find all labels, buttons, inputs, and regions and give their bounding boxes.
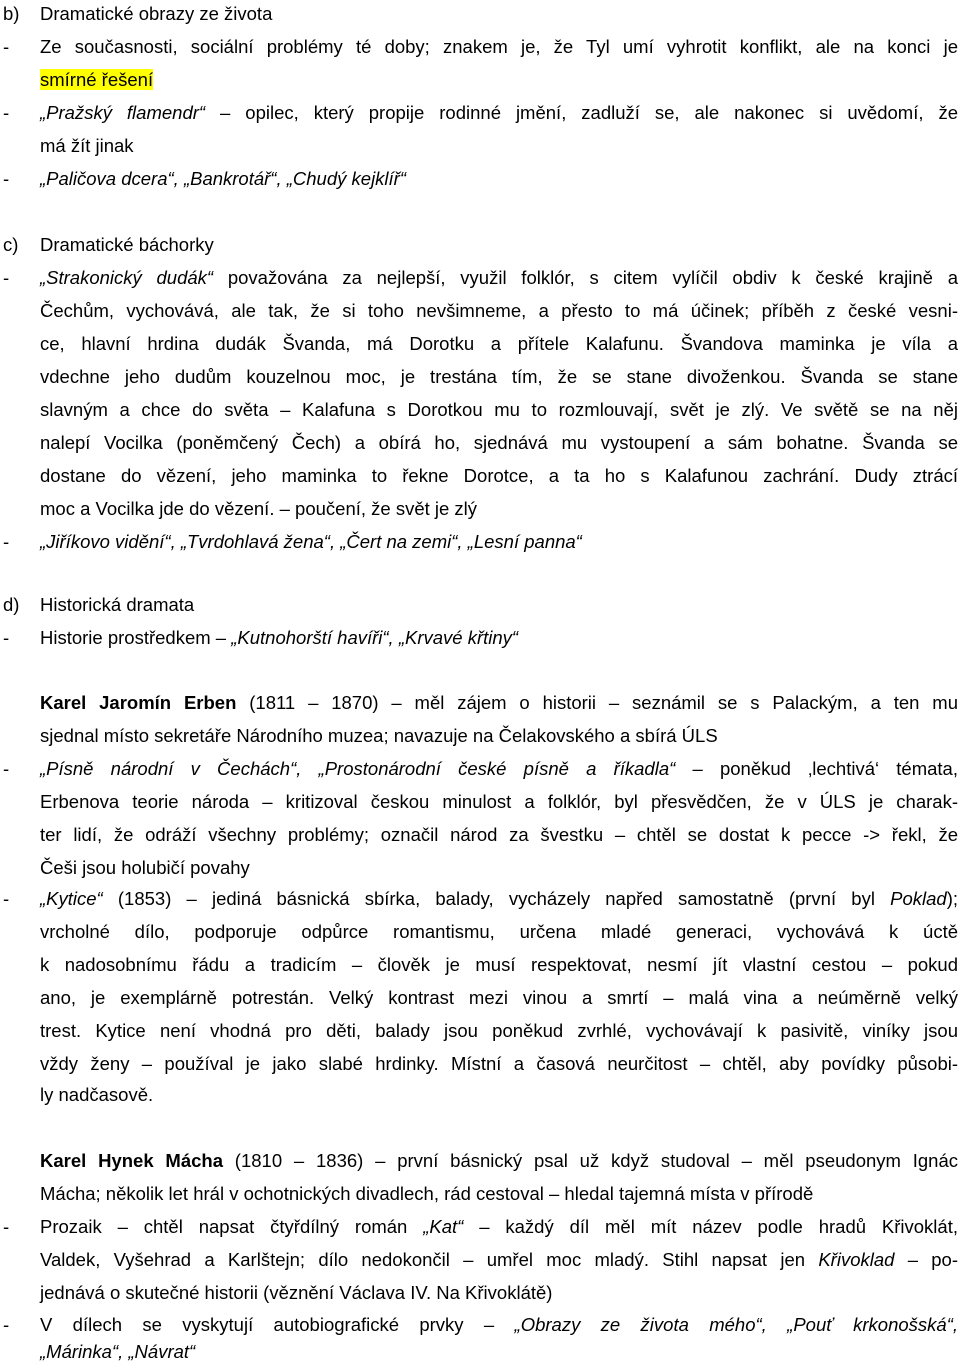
- author-paragraph: [0, 689, 960, 722]
- list-item: [0, 755, 960, 788]
- item-text: Češi jsou holubičí povahy: [40, 857, 250, 878]
- item-text: vrcholné dílo, podporuje odpůrce romantismu, určena mladé generaci, vychovává k úctě: [40, 921, 958, 942]
- bullet-dash: -: [3, 888, 10, 909]
- bullet-dash: -: [3, 168, 10, 189]
- item-text: ly nadčasově.: [40, 1084, 154, 1105]
- bullet-dash: -: [3, 531, 10, 552]
- item-text: jednává o skutečné historii (věznění Václava IV. Na Křivoklátě): [40, 1282, 553, 1303]
- work-title: „Kat“: [423, 1216, 464, 1237]
- list-item-continuation: [0, 297, 960, 330]
- list-item: [0, 528, 960, 561]
- item-text: – každý díl měl mít název podle hradů Křivoklát,: [463, 1216, 958, 1237]
- work-titles: „Jiříkovo vidění“, „Tvrdohlavá žena“, „Čert na zemi“, „Lesní panna“: [40, 531, 582, 552]
- list-item-continuation: [0, 918, 960, 951]
- work-title: Poklad: [890, 888, 947, 909]
- list-item: [0, 1213, 960, 1246]
- item-text: – opilec, který propije rodinné jmění, zadluží se, ale nakonec si uvědomí, že: [205, 102, 958, 123]
- section-b-heading: [0, 0, 960, 33]
- list-item-continuation: [0, 854, 960, 887]
- item-text: Valdek, Vyšehrad a Karlštejn; dílo nedokončil – umřel moc mladý. Stihl napsat jen: [40, 1249, 819, 1270]
- item-text: – po-: [894, 1249, 959, 1270]
- list-item-continuation: [0, 788, 960, 821]
- work-titles: „Kutnohorští havíři“, „Krvavé křtiny“: [231, 627, 519, 648]
- bullet-dash: -: [3, 267, 10, 288]
- item-text: (1811 – 1870) – měl zájem o historii – seznámil se s Palackým, a ten mu: [236, 692, 959, 713]
- list-item-continuation: [0, 1338, 960, 1371]
- item-text: Ze současnosti, sociální problémy té doby; znakem je, že Tyl umí vyhrotit konflikt, ale na konci je: [40, 36, 958, 57]
- list-item-continuation: [0, 1017, 960, 1050]
- item-text: );: [946, 888, 958, 909]
- bullet-dash: -: [3, 758, 10, 779]
- item-text: slavným a chce do světa – Kalafuna s Dorotkou mu to rozmlouvají, svět je zlý. Ve světě se na něj: [40, 399, 958, 420]
- item-text: (1810 – 1836) – první básnický psal už když studoval – měl pseudonym Ignác: [223, 1150, 958, 1171]
- item-text: ter lidí, že odráží všechny problémy; označil národ za švestku – chtěl se dostat k pecce -> řekl, že: [40, 824, 958, 845]
- item-text: Mácha; několik let hrál v ochotnických divadlech, rád cestoval – hledal tajemná místa v přírodě: [40, 1183, 814, 1204]
- list-marker: b): [3, 3, 20, 24]
- list-item-continuation: [0, 363, 960, 396]
- list-item-continuation: [0, 330, 960, 363]
- item-text: ano, je exemplárně potrestán. Velký kontrast mezi vinou a smrtí – malá vina a neúměrně velký: [40, 987, 958, 1008]
- list-item: [0, 264, 960, 297]
- author-paragraph: [0, 1147, 960, 1180]
- item-text: ce, hlavní hrdina dudák Švanda, má Dorotku a přítele Kalafunu. Švandova maminka je víla a: [40, 333, 958, 354]
- highlighted-text: smírné řešení: [40, 69, 154, 90]
- list-item-continuation: [0, 951, 960, 984]
- list-marker: d): [3, 594, 20, 615]
- list-item-continuation: [0, 495, 960, 528]
- item-text: V dílech se vyskytují autobiografické prvky –: [40, 1314, 515, 1335]
- list-item-continuation: [0, 396, 960, 429]
- list-item: [0, 624, 960, 657]
- author-name: Karel Jaromín Erben: [40, 692, 237, 713]
- heading-text: Dramatické báchorky: [40, 234, 214, 255]
- list-item-continuation: [0, 1050, 960, 1083]
- item-text: vždy ženy – používal je jako slabé hrdinky. Místní a časová neurčitost – chtěl, aby povídky působi-: [40, 1053, 958, 1074]
- item-text: trest. Kytice není vhodná pro děti, balady jsou poněkud zvrhlé, vychovávají k pasivitě, viníky jsou: [40, 1020, 958, 1041]
- heading-text: Dramatické obrazy ze života: [40, 3, 273, 24]
- list-item: [0, 885, 960, 918]
- author-name: Karel Hynek Mácha: [40, 1150, 223, 1171]
- item-text: má žít jinak: [40, 135, 134, 156]
- item-text: Erbenova teorie národa – kritizoval českou minulost a folklór, byl přesvědčen, že v ÚLS je charak-: [40, 791, 958, 812]
- item-text: k nadosobnímu řádu a tradicím – člověk je musí respektovat, nesmí jít vlastní cestou – pokud: [40, 954, 958, 975]
- list-item-continuation: [0, 429, 960, 462]
- section-c-heading: [0, 231, 960, 264]
- list-item-continuation: [0, 462, 960, 495]
- work-title: Křivoklad: [818, 1249, 895, 1270]
- list-item-continuation: [0, 66, 960, 99]
- bullet-dash: -: [3, 36, 10, 57]
- list-item: [0, 165, 960, 198]
- bullet-dash: -: [3, 1314, 10, 1335]
- work-titles: „Márinka“, „Návrat“: [40, 1341, 196, 1362]
- list-item-continuation: [0, 1279, 960, 1312]
- section-d-heading: [0, 591, 960, 624]
- work-titles: „Písně národní v Čechách“, „Prostonárodní české písně a říkadla“: [40, 758, 676, 779]
- list-item-continuation: [0, 1246, 960, 1279]
- item-text: vdechne jeho dudům kouzelnou moc, je trestána tím, že se stane divoženkou. Švanda se stane: [40, 366, 958, 387]
- list-item-continuation: [0, 984, 960, 1017]
- item-text: dostane do vězení, jeho maminka to řekne Dorotce, a ta ho s Kalafunou zachrání. Dudy ztrácí: [40, 465, 958, 486]
- item-text: moc a Vocilka jde do vězení. – poučení, že svět je zlý: [40, 498, 478, 519]
- work-title: „Pražský flamendr“: [40, 102, 206, 123]
- list-item: [0, 33, 960, 66]
- item-text: Historie prostředkem –: [40, 627, 232, 648]
- work-title: „Kytice“: [40, 888, 103, 909]
- bullet-dash: -: [3, 1216, 10, 1237]
- item-text: (1853) – jediná básnická sbírka, balady, vycházely napřed samostatně (první byl: [102, 888, 891, 909]
- bullet-dash: -: [3, 102, 10, 123]
- item-text: považována za nejlepší, využil folklór, s citem vylíčil obdiv k české krajině a: [213, 267, 958, 288]
- author-paragraph-continuation: [0, 1180, 960, 1213]
- work-titles: „Paličova dcera“, „Bankrotář“, „Chudý kejklíř“: [40, 168, 406, 189]
- list-item-continuation: [0, 1081, 960, 1114]
- work-titles: „Obrazy ze života mého“, „Pouť krkonošská“,: [514, 1314, 958, 1335]
- bullet-dash: -: [3, 627, 10, 648]
- author-paragraph-continuation: [0, 722, 960, 755]
- list-item: [0, 99, 960, 132]
- list-item-continuation: [0, 132, 960, 165]
- item-text: sjednal místo sekretáře Národního muzea; navazuje na Čelakovského a sbírá ÚLS: [40, 725, 718, 746]
- item-text: Čechům, vychovává, ale tak, že si toho nevšimneme, a přesto to má účinek; příběh z české vesni-: [40, 300, 958, 321]
- item-text: – poněkud ‚lechtivá‘ témata,: [675, 758, 958, 779]
- work-title: „Strakonický dudák“: [40, 267, 214, 288]
- list-marker: c): [3, 234, 19, 255]
- item-text: Prozaik – chtěl napsat čtyřdílný román: [40, 1216, 424, 1237]
- list-item-continuation: [0, 821, 960, 854]
- heading-text: Historická dramata: [40, 594, 195, 615]
- item-text: nalepí Vocilka (poněmčený Čech) a obírá ho, sjednává mu vystoupení a sám bohatne. Švanda se: [40, 432, 958, 453]
